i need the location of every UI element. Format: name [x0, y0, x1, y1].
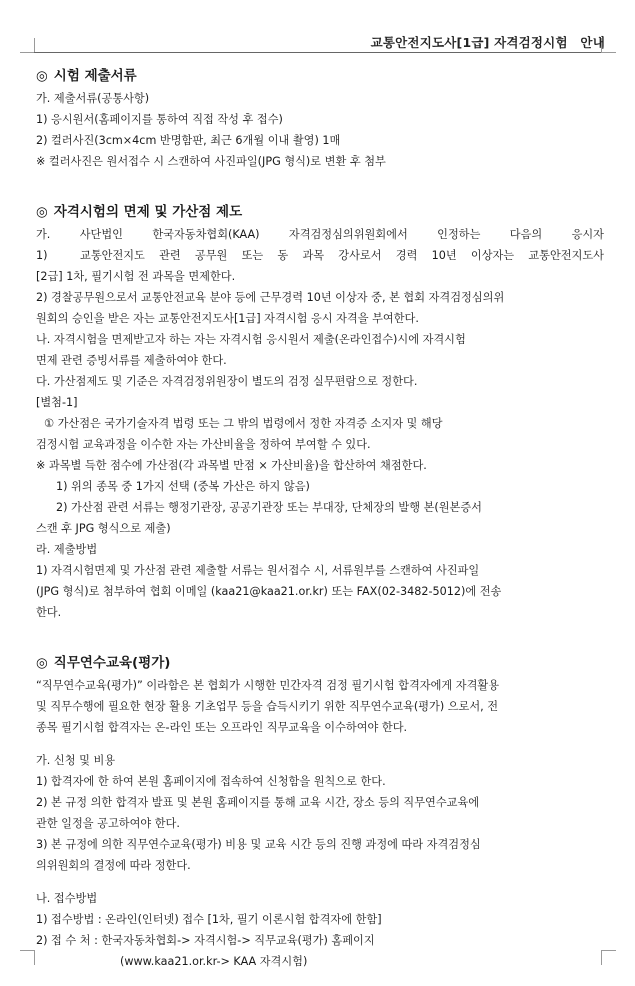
text-line: 1) 합격자에 한 하여 본원 홈페이지에 접속하여 신청함을 원칙으로 한다.: [36, 775, 386, 788]
text-line: 1) 교통안전지도 관련 공무원 또는 동 과목 강사로서 경력 10년 이상자는 교통안전지도사: [36, 249, 604, 262]
text-line: 2) 본 규정 의한 합격자 발표 및 본원 홈페이지를 통해 교육 시간, 장소 등의 직무연수교육에: [36, 796, 480, 809]
text-line: (JPG 형식)로 첨부하여 협회 이메일 (kaa21@kaa21.or.kr) 또는 FAX(02-3482-5012)에 전송: [36, 585, 502, 598]
text-line: 가. 신청 및 비용: [36, 754, 116, 767]
document-body: [36, 64, 604, 972]
text-line: 2) 컬러사진(3cm×4cm 반명함판, 최근 6개월 이내 촬영) 1매: [36, 134, 341, 147]
page-corner-mark: [20, 950, 35, 965]
section-exam-documents: [36, 64, 604, 172]
text-line: [별첨-1]: [36, 396, 78, 409]
text-line: 1) 접수방법 : 온라인(인터넷) 접수 [1차, 필기 이론시험 합격자에 한함]: [36, 913, 382, 926]
section-title: 직무연수교육(평가): [53, 655, 171, 671]
text-line: 2) 가산점 관련 서류는 행정기관장, 공공기관장 또는 부대장, 단체장의 발행 본(원본증서: [56, 501, 482, 514]
section-heading: [36, 64, 604, 88]
circle-bullet-icon: ◎: [36, 68, 48, 84]
text-line: 가. 사단법인 한국자동차협회(KAA) 자격검정심의위원회에서 인정하는 다음의 응시자: [36, 228, 604, 241]
text-line: 라. 제출방법: [36, 543, 98, 556]
text-line: 1) 응시원서(홈페이지를 통하여 직접 작성 후 접수): [36, 113, 283, 126]
header-divider: [34, 52, 601, 53]
text-line: 가. 제출서류(공통사항): [36, 92, 150, 105]
page-header-title: 교통안전지도사[1급] 자격검정시험 안내: [370, 35, 605, 50]
text-line: “직무연수교육(평가)” 이라함은 본 협회가 시행한 민간자격 검정 필기시험 합격자에게 자격활용: [36, 679, 499, 692]
text-line: 나. 접수방법: [36, 892, 98, 905]
text-line: 종목 필기시험 합격자는 온-라인 또는 오프라인 직무교육을 이수하여야 한다.: [36, 721, 408, 734]
section-heading: [36, 200, 604, 224]
text-line: 2) 접 수 처 : 한국자동차협회-> 자격시험-> 직무교육(평가) 홈페이지: [36, 934, 375, 947]
text-line: 검정시험 교육과정을 이수한 자는 가산비율을 정하여 부여할 수 있다.: [36, 438, 371, 451]
section-title: 시험 제출서류: [53, 68, 137, 84]
section-title: 자격시험의 면제 및 가산점 제도: [53, 204, 243, 220]
text-line: 3) 본 규정에 의한 직무연수교육(평가) 비용 및 교육 시간 등의 진행 과정에 따라 자격검정심: [36, 838, 481, 851]
text-line: 한다.: [36, 606, 62, 619]
page-corner-mark: [20, 38, 35, 53]
text-line: 다. 가산점제도 및 기준은 자격검정위원장이 별도의 검정 실무편람으로 정한다.: [36, 375, 418, 388]
text-line: 2) 경찰공무원으로서 교통안전교육 분야 등에 근무경력 10년 이상자 중, 본 협회 자격검정심의위: [36, 291, 505, 304]
text-line: [2급] 1차, 필기시험 전 과목을 면제한다.: [36, 270, 236, 283]
text-line: 나. 자격시험을 면제받고자 하는 자는 자격시험 응시원서 제출(온라인접수)시에 자격시험: [36, 333, 466, 346]
circle-bullet-icon: ◎: [36, 204, 48, 220]
text-line: ※ 과목별 득한 점수에 가산점(각 과목별 만점 × 가산비율)을 합산하여 채점한다.: [36, 459, 427, 472]
section-job-training: [36, 651, 604, 972]
text-line: 및 직무수행에 필요한 현장 활용 기초업무 등을 습득시키기 위한 직무연수교육(평가) 으로서, 전: [36, 700, 499, 713]
circle-bullet-icon: ◎: [36, 655, 48, 671]
text-line: ① 가산점은 국가기술자격 법령 또는 그 밖의 법령에서 정한 자격증 소지자 및 해당: [44, 417, 443, 430]
text-line: 스캔 후 JPG 형식으로 제출): [36, 522, 171, 535]
section-exemption-bonus: [36, 200, 604, 623]
section-heading: [36, 651, 604, 675]
text-line: 원회의 승인을 받은 자는 교통안전지도사[1급] 자격시험 응시 자격을 부여한다.: [36, 312, 419, 325]
text-line: 관한 일정을 공고하여야 한다.: [36, 817, 180, 830]
text-line: 1) 위의 종목 중 1가지 선택 (중복 가산은 하지 않음): [56, 480, 310, 493]
text-line: 면제 관련 증빙서류를 제출하여야 한다.: [36, 354, 227, 367]
text-line: 1) 자격시험면제 및 가산점 관련 제출할 서류는 원서접수 시, 서류원부를 스캔하여 사진파일: [36, 564, 480, 577]
text-line: (www.kaa21.or.kr-> KAA 자격시험): [120, 955, 308, 968]
text-line: 의위원회의 결정에 따라 정한다.: [36, 859, 191, 872]
text-line: ※ 컬러사진은 원서접수 시 스캔하여 사진파일(JPG 형식)로 변환 후 첨부: [36, 155, 386, 168]
